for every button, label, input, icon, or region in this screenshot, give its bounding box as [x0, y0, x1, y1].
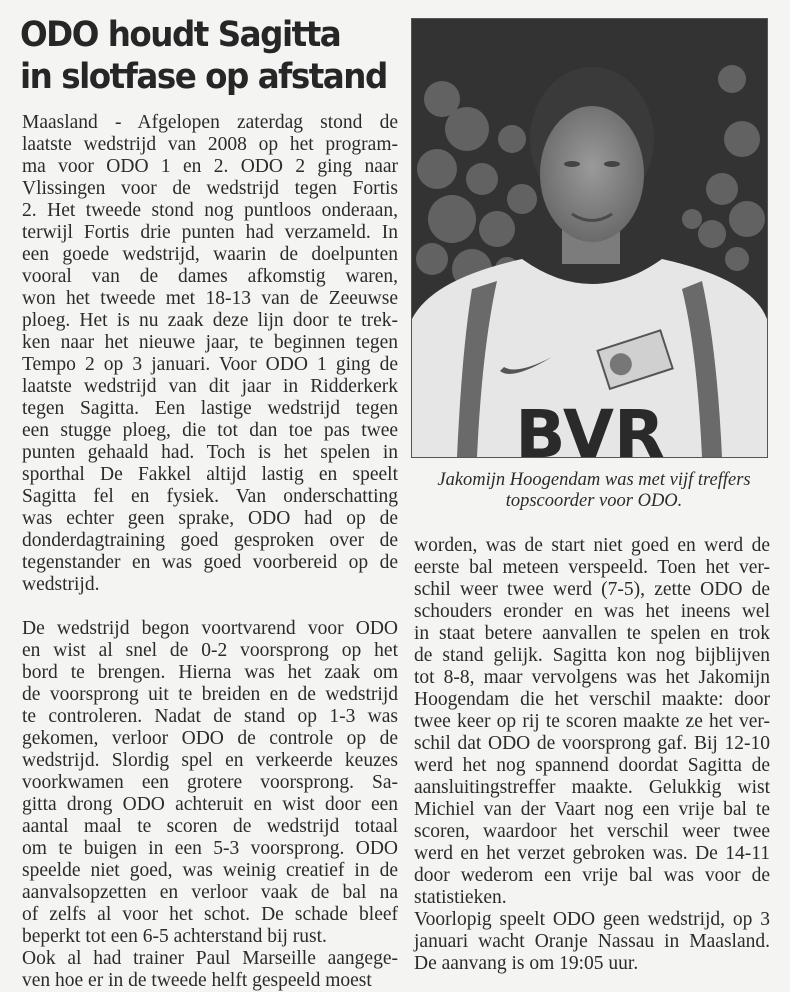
- body-text-line: tegen Sagitta. Een lastige wedstrijd tegen: [22, 398, 398, 419]
- body-text-line: werd en het verzet gebroken was. De 14-11: [414, 843, 770, 864]
- body-text-line: De wedstrijd begon voortvarend voor ODO: [22, 618, 398, 639]
- body-text-line: tot 8-8, maar vervolgens was het Jakomijn: [414, 667, 770, 688]
- article-body-left-column: [22, 112, 398, 992]
- body-text-line: eerste bal meteen verspeeld. Toen het ver-: [414, 557, 770, 578]
- player-photo: [411, 18, 768, 458]
- body-text-line: vooral van de dames afkomstig waren,: [22, 266, 398, 287]
- body-text-line: Hoogendam die het verschil maakte: door: [414, 689, 770, 710]
- body-text-line: punten gehaald had. Toch is het spelen in: [22, 442, 398, 463]
- body-text-line: was echter geen sprake, ODO had op de: [22, 508, 398, 529]
- body-text-line: donderdagtraining goed gesproken over de: [22, 530, 398, 551]
- body-text-line: werd het nog spannend doordat Sagitta de: [414, 755, 770, 776]
- body-text-line: Voorlopig speelt ODO geen wedstrijd, op 3: [414, 909, 770, 930]
- article-body-right-column: [414, 535, 770, 975]
- body-text-line: beperkt tot een 6-5 achterstand bij rust.: [22, 926, 327, 947]
- headline-line: in slotfase op afstand: [20, 57, 387, 97]
- body-text-line: in staat betere aanvallen te spelen en trok: [414, 623, 770, 644]
- body-text-line: won het tweede met 18-13 van de Zeeuwse: [22, 288, 398, 309]
- body-text-line: aanvalsopzetten en verloor vaak de bal na: [22, 882, 398, 903]
- photo-caption: [404, 470, 784, 512]
- body-text-line: gitta drong ODO achteruit en wist door een: [22, 794, 398, 815]
- headline-line: ODO houdt Sagitta: [20, 15, 341, 55]
- body-text-line: terwijl Fortis drie punten had verzameld. In: [22, 222, 398, 243]
- body-text-line: sporthal De Fakkel altijd lastig en speelt: [22, 464, 398, 485]
- body-text-line: ven hoe er in de tweede helft gespeeld moest: [22, 970, 372, 991]
- body-text-line: laatste wedstrijd van 2008 op het program-: [22, 134, 398, 155]
- article-headline: [20, 14, 387, 98]
- shirt-sponsor-text: BVR: [515, 396, 665, 457]
- body-text-line: Vlissingen voor de wedstrijd tegen Fortis: [22, 178, 398, 199]
- body-text-line: Sagitta fel en fysiek. Van onderschatting: [22, 486, 398, 507]
- body-text-line: Tempo 2 op 3 januari. Voor ODO 1 ging de: [22, 354, 398, 375]
- body-text-line: schil dat ODO de voorsprong gaf. Bij 12-10: [414, 733, 770, 754]
- body-text-line: wedstrijd. Slordig spel en verkeerde keuzes: [22, 750, 398, 771]
- body-text-line: ken naar het nieuwe jaar, te beginnen tegen: [22, 332, 398, 353]
- body-text-line: worden, was de start niet goed en werd de: [414, 535, 770, 556]
- body-text-line: tegenstander en was goed voorbereid op de: [22, 552, 398, 573]
- body-text-line: de stand gelijk. Sagitta kon nog bijblijven: [414, 645, 770, 666]
- body-text-line: schouders eronder en was het ineens wel: [414, 601, 770, 622]
- body-text-line: gekomen, verloor ODO de controle op de: [22, 728, 398, 749]
- player-photo-image: [412, 19, 767, 457]
- body-text-line: of zelfs al voor het schot. De schade bleef: [22, 904, 398, 925]
- body-text-line: scoren, waardoor het verschil weer twee: [414, 821, 770, 842]
- body-text-line: en wist al snel de 0-2 voorsprong op het: [22, 640, 398, 661]
- body-text-line: ploeg. Het is nu zaak deze lijn door te trek-: [22, 310, 398, 331]
- body-text-line: de voorsprong uit te breiden en de wedstrijd: [22, 684, 398, 705]
- body-text-line: 2. Het tweede stond nog puntloos onderaan,: [22, 200, 398, 221]
- caption-line: topscoorder voor ODO.: [505, 491, 683, 511]
- body-text-line: te controleren. Nadat de stand op 1-3 was: [22, 706, 398, 727]
- body-text-line: door wederom een vrije bal was voor de: [414, 865, 770, 886]
- caption-line: Jakomijn Hoogendam was met vijf treffers: [437, 470, 751, 490]
- body-text-line: Ook al had trainer Paul Marseille aangege-: [22, 948, 398, 969]
- body-text-line: De aanvang is om 19:05 uur.: [414, 953, 639, 974]
- body-text-line: januari wacht Oranje Nassau in Maasland.: [414, 931, 770, 952]
- body-text-line: aantal maal te scoren de wedstrijd totaal: [22, 816, 398, 837]
- body-text-line: twee keer op rij te scoren maakte ze het ver-: [414, 711, 770, 732]
- body-text-line: speelde niet goed, was weinig creatief in de: [22, 860, 398, 881]
- body-text-line: wedstrijd.: [22, 574, 100, 595]
- body-text-line: aansluitingstreffer maakte. Gelukkig wist: [414, 777, 770, 798]
- paragraph-gap: [22, 596, 398, 618]
- body-text-line: ma voor ODO 1 en 2. ODO 2 ging naar: [22, 156, 398, 177]
- body-text-line: statistieken.: [414, 887, 507, 908]
- body-text-line: om te buigen in een 5-3 voorsprong. ODO: [22, 838, 398, 859]
- body-text-line: Maasland - Afgelopen zaterdag stond de: [22, 112, 398, 133]
- body-text-line: schil weer twee werd (7-5), zette ODO de: [414, 579, 770, 600]
- body-text-line: laatste wedstrijd van dit jaar in Ridderkerk: [22, 376, 398, 397]
- body-text-line: bord te brengen. Hierna was het zaak om: [22, 662, 398, 683]
- body-text-line: een stugge ploeg, die tot dan toe pas twee: [22, 420, 398, 441]
- body-text-line: Michiel van der Vaart nog een vrije bal te: [414, 799, 770, 820]
- body-text-line: een goede wedstrijd, waarin de doelpunten: [22, 244, 398, 265]
- body-text-line: voorkwamen een grotere voorsprong. Sa-: [22, 772, 398, 793]
